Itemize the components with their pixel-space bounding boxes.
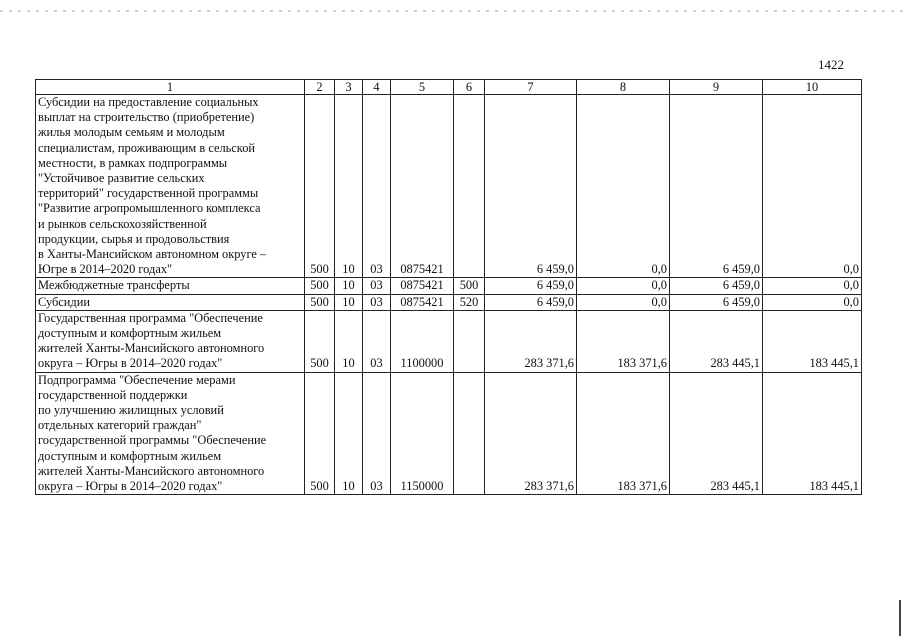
cell-expense-type [454,310,485,372]
page-number: 1422 [818,57,844,72]
cell-amount-8: 0,0 [577,278,670,294]
table-row [36,294,862,310]
cell-subsection: 03 [363,294,391,310]
row-name-line: Межбюджетные трансферты [38,278,190,293]
cell-expense-type: 500 [454,278,485,294]
row-name-line: доступным и комфортным жильем [38,326,222,341]
cell-amount-10: 183 445,1 [763,310,862,372]
row-name-line: в Ханты-Мансийском автономном округе – [38,247,267,262]
cell-amount-7: 6 459,0 [485,95,577,278]
cell-target-article: 1150000 [391,372,454,495]
row-name-line: жителей Ханты-Мансийского автономного [38,463,265,478]
row-name-line: по улучшению жилищных условий [38,403,224,418]
row-name-cell [36,372,305,495]
col-header: 4 [363,80,391,95]
row-name-line: округа – Югры в 2014–2020 годах" [38,479,223,494]
table-row [36,372,862,495]
cell-amount-9: 6 459,0 [670,95,763,278]
cell-amount-7: 283 371,6 [485,310,577,372]
cell-expense-type [454,95,485,278]
col-header: 3 [335,80,363,95]
row-name-line: округа – Югры в 2014–2020 годах" [38,356,223,371]
cell-ministry-code: 500 [305,372,335,495]
row-name-line: жилья молодым семьям и молодым [38,125,225,140]
row-name-cell [36,294,305,310]
cell-subsection: 03 [363,278,391,294]
cell-amount-8: 183 371,6 [577,372,670,495]
cell-amount-7: 283 371,6 [485,372,577,495]
row-name-cell [36,95,305,278]
row-name-cell [36,310,305,372]
row-name-line: территорий" государственной программы [38,186,259,201]
cell-amount-9: 283 445,1 [670,310,763,372]
cell-subsection: 03 [363,310,391,372]
cell-subsection: 03 [363,372,391,495]
row-name-line: государственной поддержки [38,387,188,402]
row-name-line: местности, в рамках подпрограммы [38,155,228,170]
row-name-line: выплат на строительство (приобретение) [38,110,255,125]
table-row [36,95,862,278]
cell-amount-8: 0,0 [577,95,670,278]
cell-target-article: 0875421 [391,95,454,278]
col-header: 6 [454,80,485,95]
scan-artifact-top [0,10,905,12]
cell-amount-7: 6 459,0 [485,278,577,294]
table-row [36,278,862,294]
row-name-cell [36,278,305,294]
cell-section: 10 [335,294,363,310]
cell-section: 10 [335,95,363,278]
col-header: 2 [305,80,335,95]
row-name-line: Подпрограмма "Обеспечение мерами [38,372,236,387]
row-name-line: Субсидии [38,294,90,309]
cell-ministry-code: 500 [305,294,335,310]
col-header: 10 [763,80,862,95]
cell-expense-type: 520 [454,294,485,310]
cell-amount-9: 283 445,1 [670,372,763,495]
row-name-line: Субсидии на предоставление социальных [38,95,259,109]
cell-subsection: 03 [363,95,391,278]
cell-amount-10: 0,0 [763,95,862,278]
cell-amount-8: 183 371,6 [577,310,670,372]
row-name-line: "Устойчивое развитие сельских [38,171,205,186]
table-row [36,310,862,372]
cell-amount-9: 6 459,0 [670,294,763,310]
cell-amount-7: 6 459,0 [485,294,577,310]
row-name-line: и рынков сельскохозяйственной [38,216,207,231]
row-name-line: доступным и комфортным жильем [38,448,222,463]
row-name-line: Югре в 2014–2020 годах" [38,262,173,277]
col-header: 9 [670,80,763,95]
scan-artifact-edge [899,600,901,636]
cell-amount-10: 0,0 [763,294,862,310]
cell-target-article: 1100000 [391,310,454,372]
row-name-line: отдельных категорий граждан" [38,418,202,433]
cell-amount-9: 6 459,0 [670,278,763,294]
col-header: 8 [577,80,670,95]
row-name-line: жителей Ханты-Мансийского автономного [38,341,265,356]
row-name-line: продукции, сырья и продовольствия [38,231,230,246]
col-header: 7 [485,80,577,95]
cell-ministry-code: 500 [305,278,335,294]
row-name-line: специалистам, проживающим в сельской [38,140,256,155]
row-name-line: государственной программы "Обеспечение [38,433,267,448]
budget-table [35,79,862,495]
cell-expense-type [454,372,485,495]
cell-amount-10: 0,0 [763,278,862,294]
cell-section: 10 [335,278,363,294]
cell-amount-8: 0,0 [577,294,670,310]
cell-target-article: 0875421 [391,294,454,310]
cell-ministry-code: 500 [305,310,335,372]
col-header: 1 [36,80,305,95]
header-row [36,80,862,95]
row-name-line: "Развитие агропромышленного комплекса [38,201,261,216]
cell-section: 10 [335,372,363,495]
col-header: 5 [391,80,454,95]
cell-target-article: 0875421 [391,278,454,294]
cell-section: 10 [335,310,363,372]
cell-amount-10: 183 445,1 [763,372,862,495]
cell-ministry-code: 500 [305,95,335,278]
row-name-line: Государственная программа "Обеспечение [38,310,263,325]
